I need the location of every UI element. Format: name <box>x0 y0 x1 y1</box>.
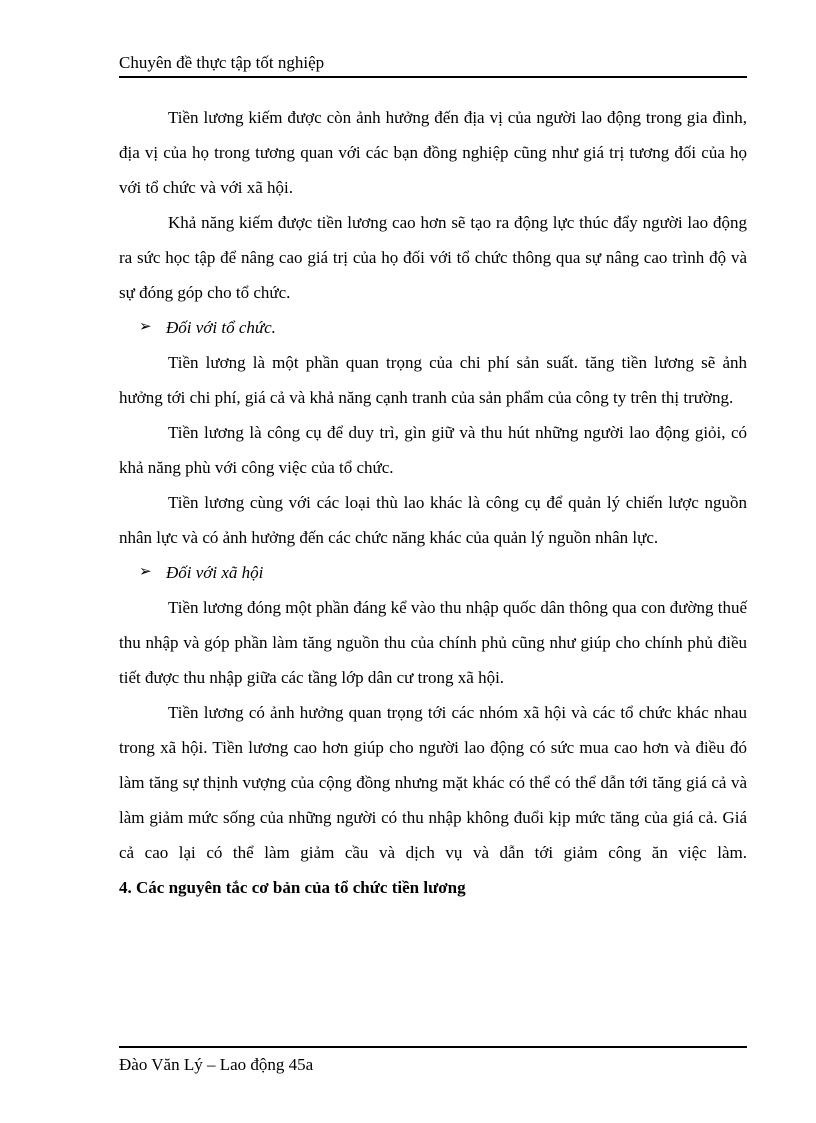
page-body <box>119 100 747 905</box>
page-header <box>119 52 747 78</box>
paragraph: Tiền lương là một phần quan trọng của chi phí sản suất. tăng tiền lương sẽ ảnh hưởng tới chi phí, giá cả và khả năng cạnh tranh của sản phẩm của công ty trên thị trường. <box>119 353 747 407</box>
arrow-bullet-icon: ➢ <box>139 319 152 335</box>
bullet-item <box>119 310 747 345</box>
paragraph: Tiền lương là công cụ để duy trì, gìn giữ và thu hút những người lao động giỏi, có khả năng phù với công việc của tổ chức. <box>119 423 747 477</box>
paragraph: Tiền lương có ảnh hưởng quan trọng tới các nhóm xã hội và các tổ chức khác nhau trong xã hội. Tiền lương cao hơn giúp cho người lao động có sức mua cao hơn và điều đó làm tăng sự thịnh vượng của cộng đồng nhưng mặt khác có thể có thể dẫn tới tăng giá cả và làm giảm mức sống của những người có thu nhập không đuổi kịp mức tăng của giá cả. Giá cả cao lại có thể làm giảm cầu và dịch vụ và dẫn tới giảm công ăn việc làm. <box>119 703 747 862</box>
arrow-bullet-icon: ➢ <box>139 564 152 580</box>
section-heading: 4. Các nguyên tắc cơ bản của tổ chức tiền lương <box>119 878 466 897</box>
bullet-text: Đối với tổ chức. <box>166 318 276 337</box>
paragraph: Tiền lương kiếm được còn ảnh hưởng đến địa vị của người lao động trong gia đình, địa vị của họ trong tương quan với các bạn đồng nghiệp cũng như giá trị tương đối của họ với tổ chức và với xã hội. <box>119 108 747 197</box>
page-footer <box>119 1046 747 1076</box>
bullet-text: Đối với xã hội <box>166 563 264 582</box>
paragraph: Tiền lương đóng một phần đáng kể vào thu nhập quốc dân thông qua con đường thuế thu nhập và góp phần làm tăng nguồn thu của chính phủ cũng như giúp cho chính phủ điều tiết được thu nhập giữa các tầng lớp dân cư trong xã hội. <box>119 598 747 687</box>
header-title: Chuyên đề thực tập tốt nghiệp <box>119 53 325 72</box>
paragraph: Tiền lương cùng với các loại thù lao khác là công cụ để quản lý chiến lược nguồn nhân lực và có ảnh hưởng đến các chức năng khác của quản lý nguồn nhân lực. <box>119 493 747 547</box>
footer-author: Đào Văn Lý – Lao động 45a <box>119 1055 314 1074</box>
paragraph: Khả năng kiếm được tiền lương cao hơn sẽ tạo ra động lực thúc đẩy người lao động ra sức học tập để nâng cao giá trị của họ đối với tổ chức thông qua sự nâng cao trình độ và sự đóng góp cho tổ chức. <box>119 213 747 302</box>
bullet-item <box>119 555 747 590</box>
